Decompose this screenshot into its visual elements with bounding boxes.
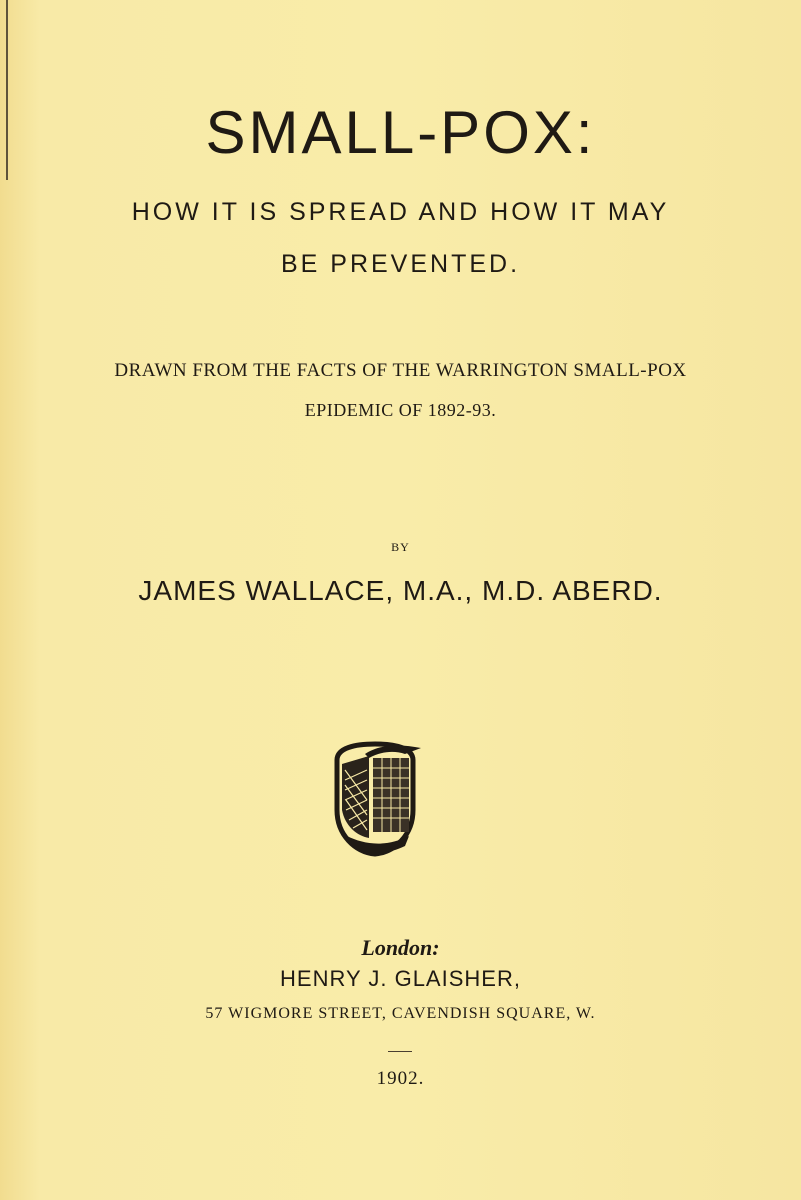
imprint-place: London:	[361, 935, 440, 960]
publisher-device-icon	[325, 740, 425, 858]
publication-year: 1902.	[376, 1068, 425, 1089]
by-label: BY	[391, 540, 410, 554]
source-note-line-2: EPIDEMIC OF 1892-93.	[304, 400, 497, 420]
publisher-name: HENRY J. GLAISHER,	[280, 966, 521, 991]
subtitle-line-1: HOW IT IS SPREAD AND HOW IT MAY	[131, 198, 670, 226]
divider	[388, 1051, 412, 1052]
source-note-line-1: DRAWN FROM THE FACTS OF THE WARRINGTON SMALL-POX	[114, 360, 687, 381]
book-title: SMALL-POX:	[205, 99, 596, 166]
author-name: JAMES WALLACE, M.A., M.D. ABERD.	[138, 575, 663, 606]
publisher-address: 57 WIGMORE STREET, CAVENDISH SQUARE, W.	[205, 1005, 596, 1022]
subtitle-line-2: BE PREVENTED.	[280, 250, 521, 278]
